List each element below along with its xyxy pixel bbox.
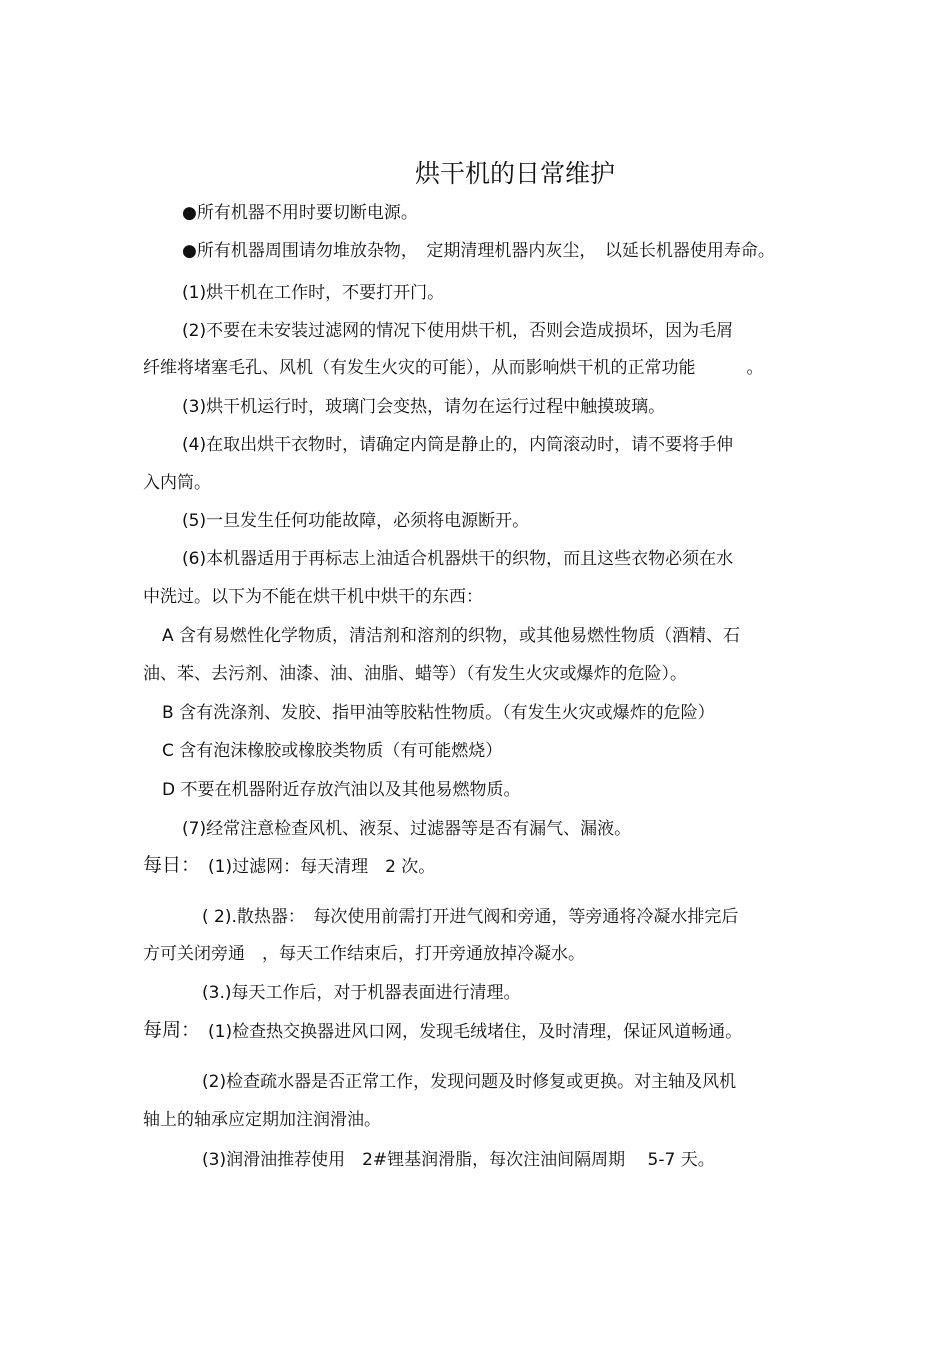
weekly-item-2: (2)检查疏水器是否正常工作，发现问题及时修复或更换。对主轴及风机	[202, 1072, 737, 1092]
item-1: (1)烘干机在工作时，不要打开门。	[182, 283, 445, 303]
weekly-item-1: (1)检查热交换器进风口网，发现毛绒堵住，及时清理，保证风道畅通。	[208, 1022, 743, 1042]
item-4: (4)在取出烘干衣物时，请确定内筒是静止的，内筒滚动时，请不要将手伸	[182, 435, 734, 455]
sub-item-a-cont: 油、苯、去污剂、油漆、油、油脂、蜡等）（有发生火灾或爆炸的危险）。	[143, 664, 687, 684]
item-2: (2)不要在未安装过滤网的情况下使用烘干机，否则会造成损坏，因为毛屑	[182, 321, 734, 341]
power-off-note: ●所有机器不用时要切断电源。	[182, 203, 418, 223]
item-4-cont: 入内筒。	[143, 473, 211, 493]
weekly-label: 每周：	[143, 1019, 201, 1041]
page-title: 烘干机的日常维护	[414, 159, 615, 188]
clutter-note: ●所有机器周围请勿堆放杂物， 定期清理机器内灰尘， 以延长机器使用寿命。	[182, 241, 775, 261]
item-3: (3)烘干机运行时，玻璃门会变热，请勿在运行过程中触摸玻璃。	[182, 397, 666, 417]
sub-item-b: B 含有洗涤剂、发胶、指甲油等胶粘性物质。（有发生火灾或爆炸的危险）	[162, 703, 715, 723]
sub-item-c: C 含有泡沫橡胶或橡胶类物质（有可能燃烧）	[162, 741, 503, 761]
item-5: (5)一旦发生任何功能故障，必须将电源断开。	[182, 511, 530, 531]
sub-item-a: A 含有易燃性化学物质，清洁剂和溶剂的织物，或其他易燃性物质（酒精、石	[162, 626, 741, 646]
item-7: (7)经常注意检查风机、液泵、过滤器等是否有漏气、漏液。	[182, 819, 632, 839]
daily-item-1: (1)过滤网：每天清理 2 次。	[208, 857, 436, 877]
sub-item-d: D 不要在机器附近存放汽油以及其他易燃物质。	[162, 780, 521, 800]
weekly-item-2-cont: 轴上的轴承应定期加注润滑油。	[143, 1110, 381, 1130]
daily-item-2: ( 2).散热器： 每次使用前需打开进气阀和旁通，等旁通将冷凝水排完后	[202, 907, 739, 927]
item-6-cont: 中洗过。以下为不能在烘干机中烘干的东西：	[143, 587, 483, 607]
item-6: (6)本机器适用于再标志上油适合机器烘干的织物，而且这些衣物必须在水	[182, 549, 734, 569]
weekly-item-3: (3)润滑油推荐使用 2#锂基润滑脂，每次注油间隔周期 5-7 天。	[202, 1150, 715, 1170]
daily-item-3: (3.)每天工作后，对于机器表面进行清理。	[202, 983, 521, 1003]
daily-item-2-cont: 方可关闭旁通 ，每天工作结束后，打开旁通放掉冷凝水。	[143, 944, 585, 964]
daily-label: 每日：	[143, 854, 201, 876]
item-2-cont: 纤维将堵塞毛孔、风机（有发生火灾的可能），从而影响烘干机的正常功能 。	[143, 358, 764, 378]
